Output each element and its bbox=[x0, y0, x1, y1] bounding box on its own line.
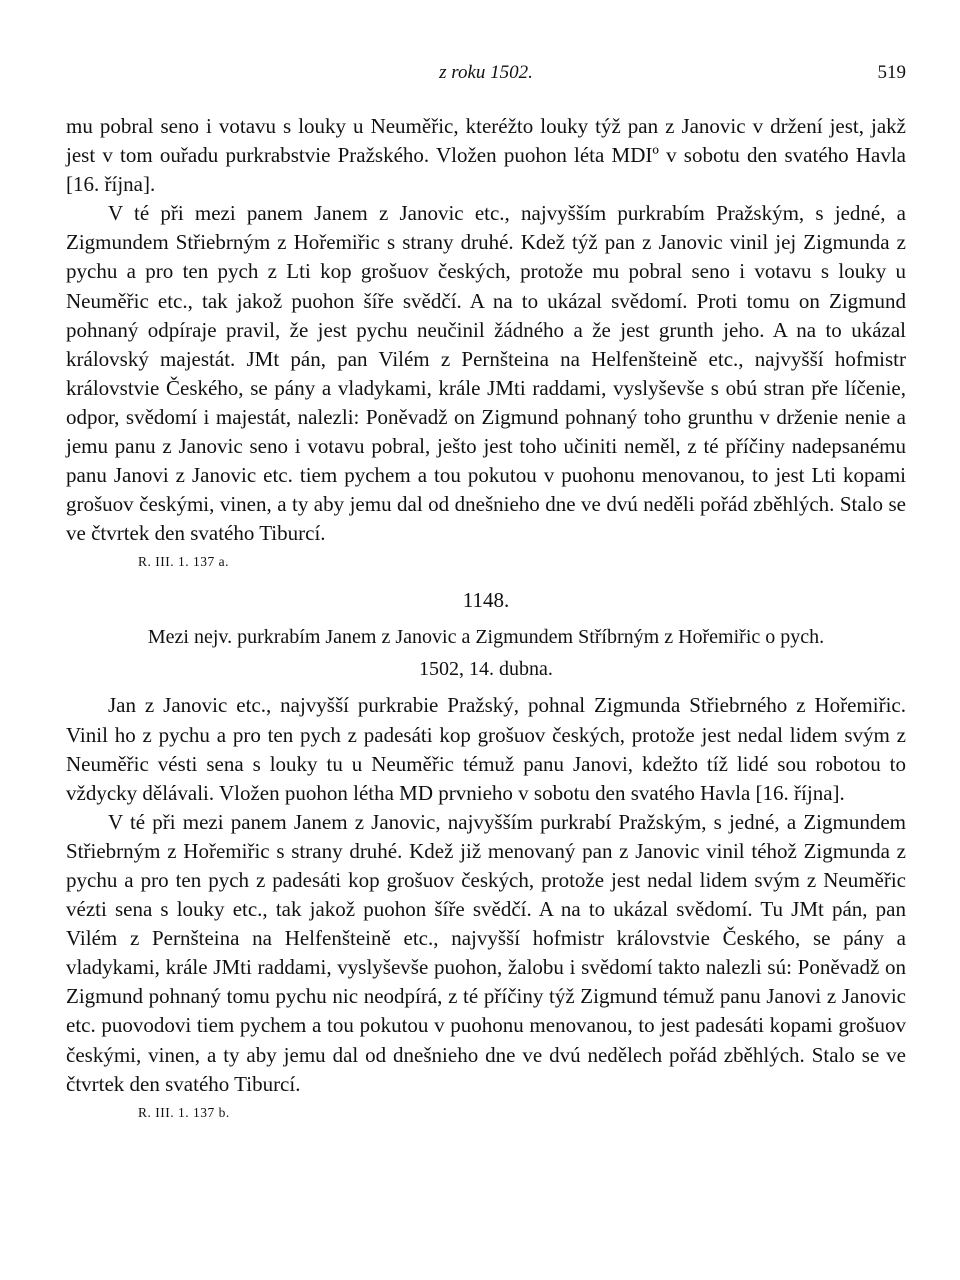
regest-heading: Mezi nejv. purkrabím Janem z Janovic a Zigmundem Stříbrným z Hořemiřic o pych. bbox=[147, 626, 825, 649]
summons-paragraph: Jan z Janovic etc., najvyšší purkrabie Pražský, pohnal Zigmunda Střiebrného z Hořemiřic. Vinil ho z pychu a pro ten pych z padesáti kop grošuov českých, protože jest nedal lidem svým z Neuměřic vésti sena s louky tu u Neuměřic témuž panu Janovi, kdežto tíž lidé sou robotou to vždycky dělávali. Vložen puohon létha MD prvnieho v sobotu den svatého Havla [16. října]. bbox=[66, 693, 906, 805]
archive-signature: R. III. 1. 137 b. bbox=[138, 1104, 230, 1120]
page-number: 519 bbox=[877, 62, 906, 83]
page-header bbox=[66, 62, 906, 86]
document-page bbox=[66, 0, 906, 1280]
page-body bbox=[66, 112, 906, 1133]
archive-signature: R. III. 1. 137 a. bbox=[138, 554, 229, 570]
verdict-paragraph: V té při mezi panem Janem z Janovic, najvyšším purkrabí Pražským, s jedné, a Zigmundem Střiebrným z Hořemiřic s strany druhé. Kdež již menovaný pan z Janovic vinil téhož Zigmunda z pychu a pro ten pych z padesáti kop grošuov českých, protože jest nedal lidem svým z Neuměřic vézti sena s louky etc., tak jakož puohon šíře svědčí. A na to ukázal svědomí. Tu JMt pán, pan Vilém z Pernšteina na Helfenšteině etc., najvyšší hofmistr královstvie Českého, se pány a vladykami, krále JMti raddami, vyslyševše puohon, žalobu i svědomí takto nalezli sú: Poněvadž on Zigmund pohnaný tomu pychu nic neodpírá, z té příčiny týž Zigmund témuž panu Janovi z Janovic etc. puovodovi tiem pychem a tou pokutou v puohonu menovanou, to jest padesáti kopami grošuov českými, vinen, a ty aby jemu dal od dnešnieho dne ve dvú nedělech pořád zběhlých. Stalo se ve čtvrtek den svatého Tiburcí. bbox=[66, 809, 906, 1096]
document-number: 1148. bbox=[462, 588, 510, 613]
running-head: z roku 1502. bbox=[439, 62, 533, 83]
verdict-paragraph: V té při mezi panem Janem z Janovic etc., najvyšším purkrabím Pražským, s jedné, a Zigmundem Střiebrným z Hořemiřic s strany druhé. Kdež týž pan z Janovic vinil jej Zigmunda z pychu a pro ten pych z Lti kop grošuov českých, protože mu pobral seno i votavu s louky u Neuměřic etc., tak jakož puohon šíře svědčí. A na to ukázal svědomí. Proti tomu on Zigmund pohnaný odpíraje pravil, že jest pychu neučinil žádného a že jest grunth jeho. A na to ukázal královský majestát. JMt pán, pan Vilém z Pernšteina na Helfenšteině etc., najvyšší hofmistr královstvie Českého, se pány a vladykami, krále JMti raddami, vyslyševše s obú stran pře líčenie, odpor, svědomí i majestát, nalezli: Poněvadž on Zigmund pohnaný toho grunthu v drženie nenie a jemu panu z Janovic seno i votavu pobral, ješto jest toho učiniti neměl, z té příčiny nadepsanému panu Janovi z Janovic etc. tiem pychem a tou pokutou v puohonu menovanou, to jest Lti kopami grošuov českými, vinen, a ty aby jemu dal od dnešnieho dne ve dvú neděli pořád zběhlých. Stalo se ve čtvrtek den svatého Tiburcí. bbox=[66, 201, 906, 546]
regest-date: 1502, 14. dubna. bbox=[419, 658, 553, 681]
continued-paragraph: mu pobral seno i votavu s louky u Neuměřic, kteréžto louky týž pan z Janovic v držení jest, jakž jest v tom ouřadu purkrabstvie Pražského. Vložen puohon léta MDIº v sobotu den svatého Havla [16. října]. bbox=[66, 114, 906, 197]
